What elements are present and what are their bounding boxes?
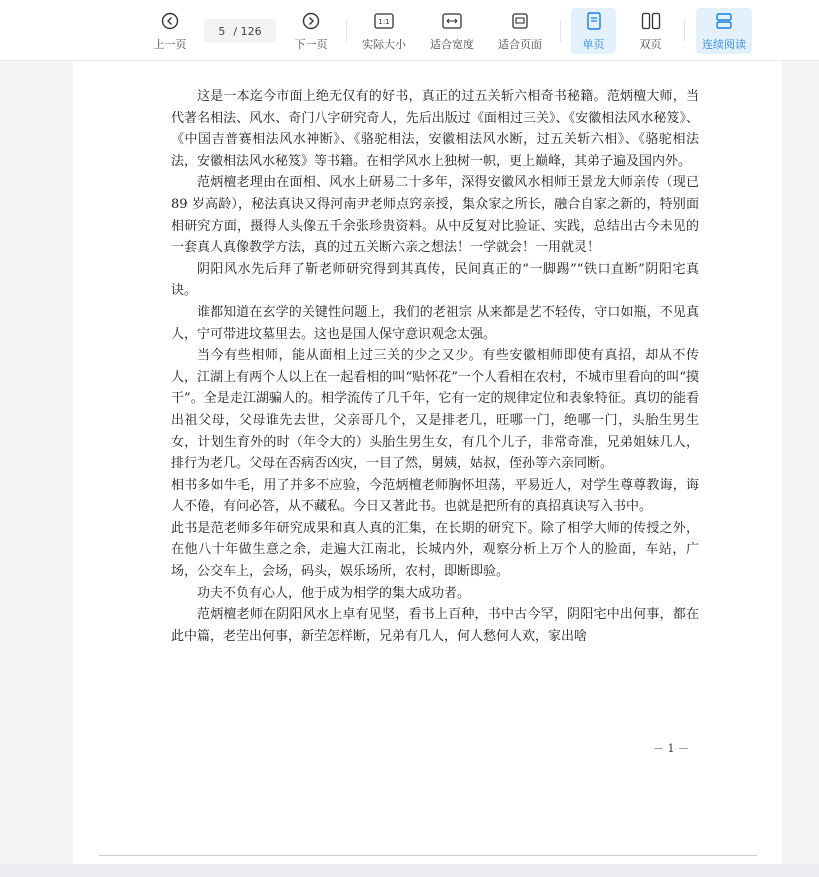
next-page-button[interactable] <box>291 8 331 54</box>
actual-size-button[interactable] <box>359 8 409 54</box>
fit-width-label: 适合宽度 <box>430 38 474 51</box>
actual-size-label: 实际大小 <box>362 38 406 51</box>
paragraph: 相书多如牛毛，用了并多不应验，今范炳檀老师胸怀坦荡，平易近人，对学生尊尊教诲，诲人不倦，有问必答，从不藏私。今日又著此书。也就是把所有的真招真诀写入书中。 <box>171 477 699 515</box>
page-number-input[interactable] <box>204 19 276 43</box>
continuous-reading-label: 连续阅读 <box>702 38 746 51</box>
double-page-icon <box>640 10 662 32</box>
svg-text:1:1: 1:1 <box>378 18 390 26</box>
viewer-left-margin <box>0 61 73 877</box>
fit-page-icon <box>509 10 531 32</box>
fit-page-label: 适合页面 <box>498 38 542 51</box>
fit-width-button[interactable] <box>427 8 477 54</box>
prev-page-button[interactable] <box>150 8 190 54</box>
viewer-right-margin <box>782 61 819 877</box>
prev-page-label: 上一页 <box>153 38 187 51</box>
next-page-label: 下一页 <box>294 38 328 51</box>
viewer-toolbar <box>0 0 819 61</box>
single-page-icon <box>583 10 605 32</box>
toolbar-divider <box>684 20 685 42</box>
single-page-label: 单页 <box>582 38 605 51</box>
paragraph: 功夫不负有心人，他于成为相学的集大成功者。 <box>197 585 471 601</box>
document-page <box>73 61 782 877</box>
double-page-button[interactable] <box>628 8 673 54</box>
page-divider-line <box>99 855 757 856</box>
page-text <box>171 86 699 647</box>
current-page-value: 5 <box>218 24 226 38</box>
toolbar-divider <box>560 20 561 42</box>
fit-width-icon <box>441 10 463 32</box>
next-page-gap <box>0 864 819 877</box>
paragraph: 当今有些相师，能从面相上过三关的少之又少。有些安徽相师即使有真招，却从不传人，江湖上有两个人以上在一起看相的叫“贴怀花”一个人看相在农村，不城市里看向的叫“摸干”。全是走江湖骗人的。相学流传了几千年，它有一定的规律定位和表象特征。真切的能看出祖父母，父母谁先去世，父亲哥几个，又是排老几，旺哪一门，绝哪一门，头胎生男生女，计划生育外的时（年令大的）头胎生男生女，有几个儿子，非常奇准，兄弟姐妹几人，排行为老几。父母在否病否凶灾，一目了然，舅姨，姑叔，侄孙等六亲同断。 <box>171 348 699 472</box>
single-page-button[interactable] <box>571 8 616 54</box>
continuous-reading-icon <box>713 10 735 32</box>
paragraph: 阴阳风水先后拜了靳老师研究得到其真传，民间真正的“一脚踢”“铁口直断”阴阳宅真诀。 <box>171 261 699 299</box>
paragraph: 范炳檀老师在阴阳风水上卓有见坚，看书上百种，书中古今罕，阴阳宅中出何事，都在此中篇，老茔出何事，新茔怎样断，兄弟有几人，何人愁何人欢，家出啥 <box>171 607 699 644</box>
actual-size-icon <box>373 10 395 32</box>
double-page-label: 双页 <box>639 38 662 51</box>
paragraph: 此书是范老师多年研究成果和真人真的汇集，在长期的研究下。除了相学大师的传授之外，在他八十年做生意之余，走遍大江南北，长城内外，观察分析上万个人的脸面，车站，广场，公交车上，会场，码头，娱乐场所，农村，即断即验。 <box>171 520 699 580</box>
toolbar-divider <box>346 20 347 42</box>
paragraph: 范炳檀老理由在面相、风水上研易二十多年，深得安徽风水相师王景龙大师亲传（现已 89 岁高龄），秘法真诀又得河南尹老师点窍亲授，集众家之所长，融合自家之新的，特别面相研究方面，摄得人头像五千余张珍贵资料。从中反复对比验证、实践，总结出古今未见的一套真人真像教学方法，真的过五关断六亲之想法！一学就会！一用就灵！ <box>171 175 699 256</box>
paragraph: 谁都知道在玄学的关键性问题上，我们的老祖宗 从来都是艺不轻传，守口如瓶，不见真人，宁可带进坟墓里去。这也是国人保守意识观念太强。 <box>171 304 699 342</box>
chevron-right-circle-icon <box>300 10 322 32</box>
fit-page-button[interactable] <box>495 8 545 54</box>
total-pages-value: / 126 <box>233 24 262 38</box>
continuous-reading-button[interactable] <box>696 8 752 54</box>
page-number: － 1 － <box>653 742 689 755</box>
chevron-left-circle-icon <box>159 10 181 32</box>
paragraph: 这是一本迄今市面上绝无仅有的好书，真正的过五关斩六相奇书秘籍。范炳檀大师，当代著名相法、风水、奇门八字研究奇人，先后出版过《面相过三关》、《安徽相法风水秘笈》、《中国吉普赛相法风水神断》、《骆驼相法，安徽相法风水断，过五关斩六相》、《骆驼相法法，安徽相法风水秘笈》等书籍。在相学风水上独树一帜，更上巅峰，其弟子遍及国内外。 <box>171 89 699 169</box>
